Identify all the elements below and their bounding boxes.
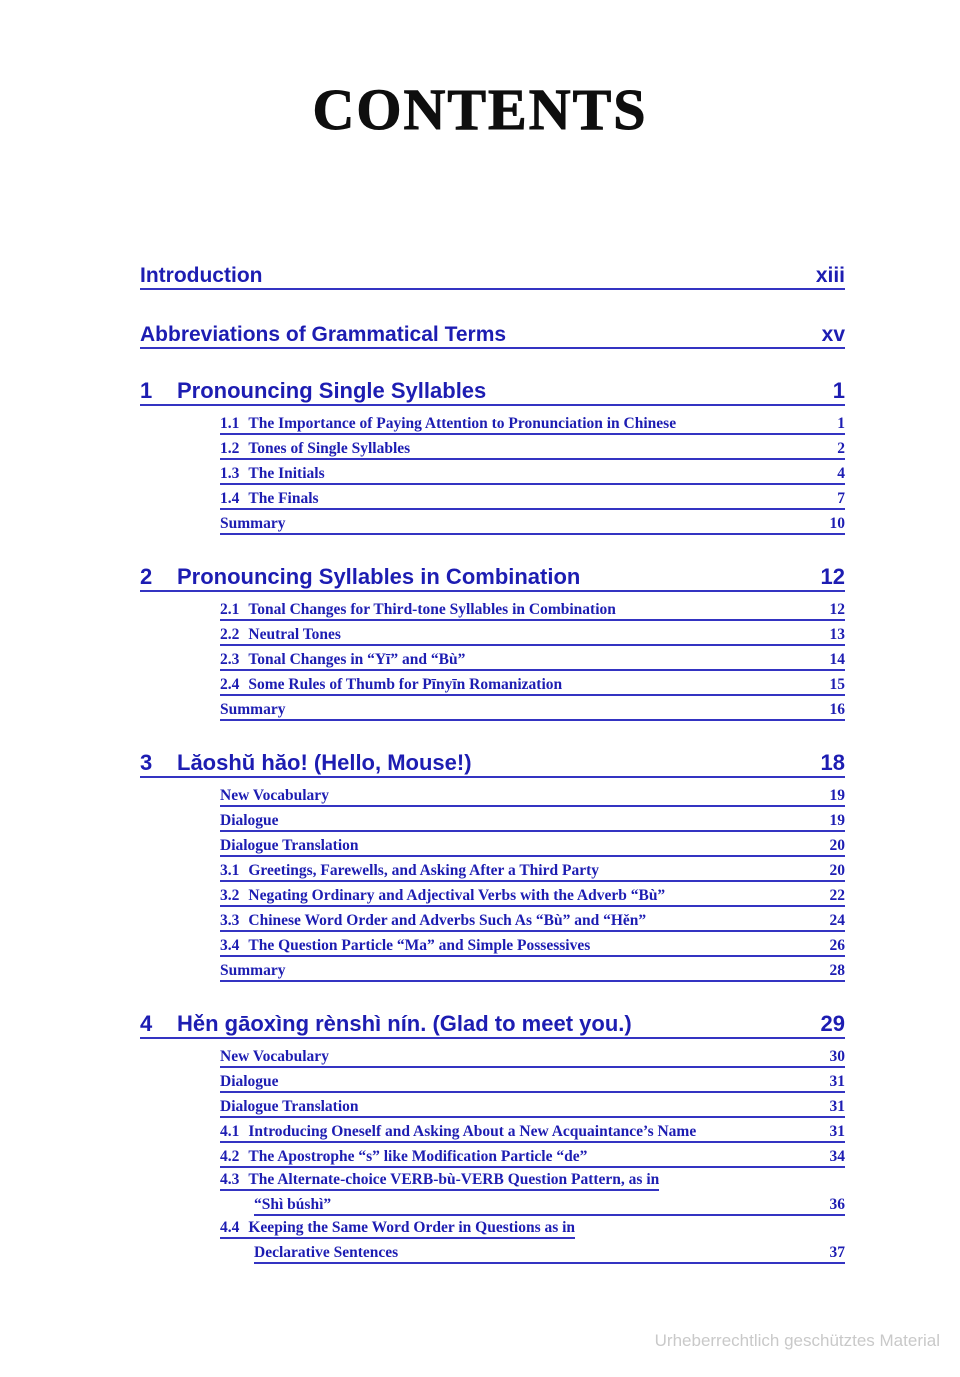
entry-page-number: 16	[829, 701, 845, 718]
toc-entry	[220, 932, 845, 957]
entry-label: The Finals	[248, 490, 319, 507]
chapter-title: Hěn gāoxìng rènshì nín. (Glad to meet you.)	[177, 1011, 632, 1036]
toc-entry	[220, 646, 845, 671]
chapter-entries	[140, 782, 845, 982]
toc-entry-line1	[220, 1168, 845, 1191]
entry-label: Dialogue	[220, 812, 279, 829]
toc-entry	[220, 696, 845, 721]
chapter-number: 3	[140, 750, 153, 775]
entry-number: 3.4	[220, 937, 240, 954]
entry-page-number: 15	[829, 676, 845, 693]
entry-page-number: 37	[829, 1244, 845, 1261]
toc-entry	[220, 907, 845, 932]
entry-label-continued: Declarative Sentences	[254, 1244, 399, 1261]
entry-page-number: xiii	[815, 264, 845, 287]
entry-label: Tones of Single Syllables	[248, 440, 411, 457]
chapter-entries	[140, 1043, 845, 1264]
entry-page-number: 13	[829, 626, 845, 643]
entry-label: Greetings, Farewells, and Asking After a Third Party	[248, 862, 599, 879]
entry-label: Dialogue Translation	[220, 1098, 359, 1115]
chapter-page-number: 1	[832, 378, 845, 403]
toc-entry	[220, 460, 845, 485]
entry-page-number: 28	[829, 962, 845, 979]
entry-number: 3.1	[220, 862, 240, 879]
toc-entry	[220, 957, 845, 982]
entry-number: 4.3	[220, 1171, 240, 1188]
chapter-entries	[140, 410, 845, 535]
chapter-page-number: 29	[820, 1011, 845, 1036]
chapter-heading	[140, 1006, 845, 1039]
entry-number: 2.2	[220, 626, 240, 643]
chapter-title: Pronouncing Syllables in Combination	[177, 564, 581, 589]
chapter-title: Lăoshŭ hăo! (Hello, Mouse!)	[177, 750, 472, 775]
entry-page-number: 30	[829, 1048, 845, 1065]
entry-first-line	[220, 1219, 575, 1239]
entry-page-number: 10	[829, 515, 845, 532]
entry-page-number: 36	[829, 1196, 845, 1213]
front-matter-entry	[140, 309, 845, 349]
chapter-entries	[140, 596, 845, 721]
entry-label: The Alternate-choice VERB-bù-VERB Question Pattern, as in	[248, 1171, 660, 1188]
entry-page-number: xv	[821, 323, 845, 346]
entry-number: 2.4	[220, 676, 240, 693]
entry-number: 1.4	[220, 490, 240, 507]
toc-entry	[220, 807, 845, 832]
entry-number: 1.1	[220, 415, 240, 432]
entry-page-number: 19	[829, 787, 845, 804]
table-of-contents	[140, 250, 845, 1264]
chapter-4	[140, 1006, 845, 1264]
entry-page-number: 14	[829, 651, 845, 668]
chapter-heading	[140, 745, 845, 778]
entry-label: New Vocabulary	[220, 787, 329, 804]
toc-entry-line2	[254, 1239, 845, 1264]
entry-page-number: 34	[829, 1148, 845, 1165]
entry-label: The Importance of Paying Attention to Pronunciation in Chinese	[248, 415, 677, 432]
entry-label-continued: “Shì búshì”	[254, 1196, 332, 1213]
entry-number: 4.1	[220, 1123, 240, 1140]
chapter-number: 1	[140, 378, 153, 403]
chapter-page-number: 12	[820, 564, 845, 589]
toc-entry	[220, 1093, 845, 1118]
entry-page-number: 7	[837, 490, 845, 507]
toc-entry	[220, 596, 845, 621]
entry-number: 1.2	[220, 440, 240, 457]
entry-label: The Initials	[248, 465, 325, 482]
toc-entry	[220, 510, 845, 535]
entry-label: Dialogue Translation	[220, 837, 359, 854]
toc-entry	[220, 1118, 845, 1143]
entry-label: Chinese Word Order and Adverbs Such As “Bù” and “Hěn”	[248, 912, 647, 929]
entry-number: 1.3	[220, 465, 240, 482]
toc-entry	[220, 621, 845, 646]
entry-page-number: 31	[829, 1073, 845, 1090]
entry-label: Summary	[220, 962, 286, 979]
chapter-number: 4	[140, 1011, 153, 1036]
toc-entry	[220, 485, 845, 510]
entry-label: The Apostrophe “s” like Modification Particle “de”	[248, 1148, 588, 1165]
copyright-watermark: Urheberrechtlich geschütztes Material	[654, 1331, 940, 1350]
entry-page-number: 26	[829, 937, 845, 954]
toc-entry	[220, 671, 845, 696]
chapter-3	[140, 745, 845, 982]
entry-page-number: 19	[829, 812, 845, 829]
page-title: CONTENTS	[312, 77, 648, 142]
entry-label: Introducing Oneself and Asking About a New Acquaintance’s Name	[248, 1123, 697, 1140]
entry-page-number: 20	[829, 862, 845, 879]
toc-entry	[220, 1143, 845, 1168]
chapter-title: Pronouncing Single Syllables	[177, 378, 487, 403]
entry-label: Introduction	[140, 264, 263, 287]
chapter-1	[140, 373, 845, 535]
toc-entry	[220, 832, 845, 857]
entry-label: Keeping the Same Word Order in Questions as in	[248, 1219, 576, 1236]
chapter-page-number: 18	[820, 750, 845, 775]
entry-label: Some Rules of Thumb for Pīnyīn Romanization	[248, 676, 563, 693]
toc-entry	[220, 882, 845, 907]
entry-number: 3.3	[220, 912, 240, 929]
entry-page-number: 31	[829, 1123, 845, 1140]
toc-entry-line1	[220, 1216, 845, 1239]
entry-page-number: 4	[837, 465, 845, 482]
entry-number: 3.2	[220, 887, 240, 904]
chapter-heading	[140, 373, 845, 406]
entry-label: Tonal Changes in “Yī” and “Bù”	[248, 651, 466, 668]
entry-label: Summary	[220, 701, 286, 718]
entry-page-number: 22	[829, 887, 845, 904]
entry-page-number: 20	[829, 837, 845, 854]
toc-entry	[220, 857, 845, 882]
front-matter-entry	[140, 250, 845, 290]
entry-label: Abbreviations of Grammatical Terms	[140, 323, 507, 346]
entry-page-number: 12	[829, 601, 845, 618]
toc-entry	[220, 1043, 845, 1068]
entry-page-number: 2	[837, 440, 845, 457]
entry-number: 4.2	[220, 1148, 240, 1165]
entry-label: New Vocabulary	[220, 1048, 329, 1065]
chapter-2	[140, 559, 845, 721]
chapter-heading	[140, 559, 845, 592]
toc-entry	[220, 410, 845, 435]
entry-label: Tonal Changes for Third-tone Syllables in Combination	[248, 601, 616, 618]
entry-first-line	[220, 1171, 659, 1191]
entry-label: Dialogue	[220, 1073, 279, 1090]
entry-label: Summary	[220, 515, 286, 532]
entry-number: 2.3	[220, 651, 240, 668]
toc-entry	[220, 1068, 845, 1093]
toc-entry	[220, 435, 845, 460]
chapter-number: 2	[140, 564, 153, 589]
entry-page-number: 1	[837, 415, 845, 432]
entry-number: 4.4	[220, 1219, 240, 1236]
entry-number: 2.1	[220, 601, 240, 618]
entry-label: The Question Particle “Ma” and Simple Possessives	[248, 937, 591, 954]
entry-page-number: 31	[829, 1098, 845, 1115]
toc-entry	[220, 782, 845, 807]
entry-label: Neutral Tones	[248, 626, 341, 643]
entry-page-number: 24	[829, 912, 845, 929]
toc-entry-line2	[254, 1191, 845, 1216]
entry-label: Negating Ordinary and Adjectival Verbs with the Adverb “Bù”	[248, 887, 666, 904]
